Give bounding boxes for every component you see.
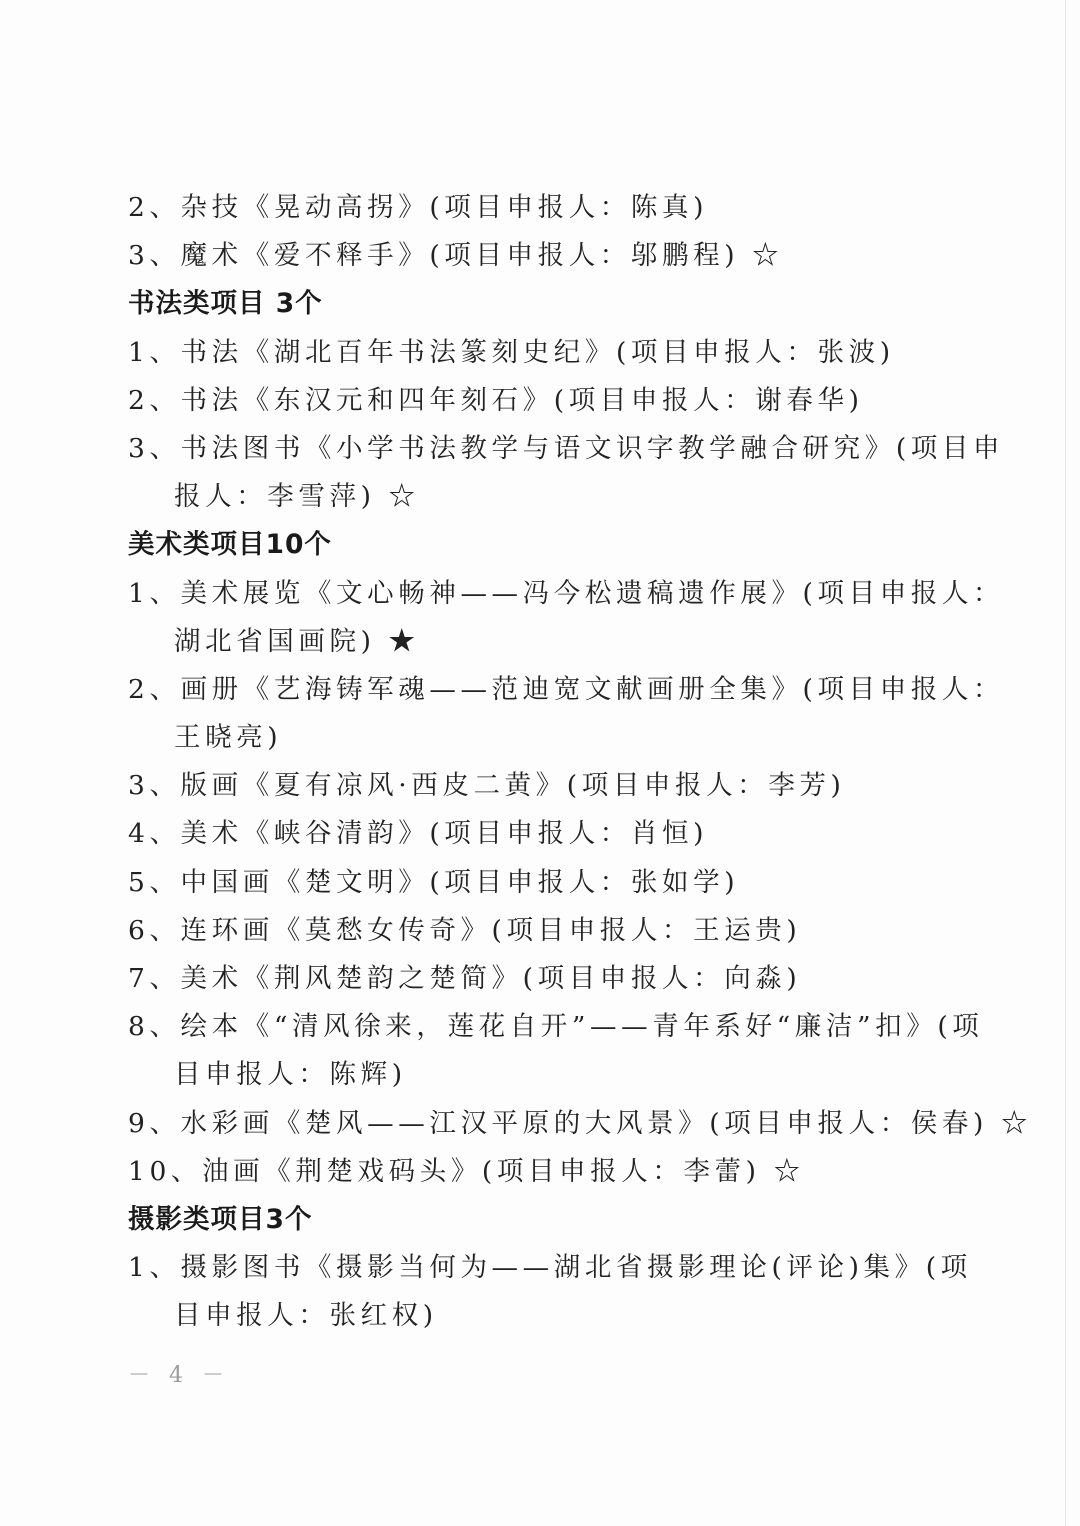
list-item: 2、画册《艺海铸军魂——范迪宽文献画册全集》(项目申报人： [128,673,1005,705]
list-item: 3、书法图书《小学书法教学与语文识字教学融合研究》(项目申 [128,432,1005,464]
list-item: 10、油画《荆楚戏码头》(项目申报人：李蕾) ☆ [128,1155,805,1187]
list-item-continuation: 王晓亮) [174,722,283,754]
list-item: 5、中国画《楚文明》(项目申报人：张如学) [128,866,740,898]
list-item: 1、美术展览《文心畅神——冯今松遗稿遗作展》(项目申报人： [128,577,1005,609]
list-item-continuation: 报人：李雪萍) ☆ [174,481,420,513]
list-item: 1、书法《湖北百年书法篆刻史纪》(项目申报人：张波) [128,336,895,368]
list-item-continuation: 目申报人：张红权) [174,1300,438,1332]
section-heading-photography: 摄影类项目3个 [128,1203,313,1235]
page-number: － 4 － [128,1363,230,1388]
list-item-continuation: 目申报人：陈辉) [174,1059,407,1091]
list-item: 9、水彩画《楚风——江汉平原的大风景》(项目申报人：侯春) ☆ [128,1107,1033,1139]
list-item: 3、版画《夏有凉风·西皮二黄》(项目申报人：李芳) [128,770,846,802]
project-list [128,184,1033,1341]
list-item-continuation: 湖北省国画院) ★ [174,625,420,657]
list-item: 7、美术《荆风楚韵之楚简》(项目申报人：向淼) [128,963,802,994]
section-heading-fine-arts: 美术类项目10个 [128,529,332,561]
list-item: 4、美术《峡谷清韵》(项目申报人：肖恒) [128,818,709,850]
list-item: 8、绘本《“清风徐来，莲花自开”——青年系好“廉洁”扣》(项 [128,1011,984,1043]
page-edge [1065,0,1066,1526]
list-item: 2、杂技《晃动高拐》(项目申报人：陈真) [128,192,709,223]
list-item: 3、魔术《爱不释手》(项目申报人：邬鹏程) ☆ [128,240,784,272]
section-heading-calligraphy: 书法类项目 3个 [128,288,323,320]
list-item: 6、连环画《莫愁女传奇》(项目申报人：王运贵) [128,914,802,946]
list-item: 1、摄影图书《摄影当何为——湖北省摄影理论(评论)集》(项 [128,1252,972,1284]
list-item: 2、书法《东汉元和四年刻石》(项目申报人：谢春华) [128,384,864,416]
